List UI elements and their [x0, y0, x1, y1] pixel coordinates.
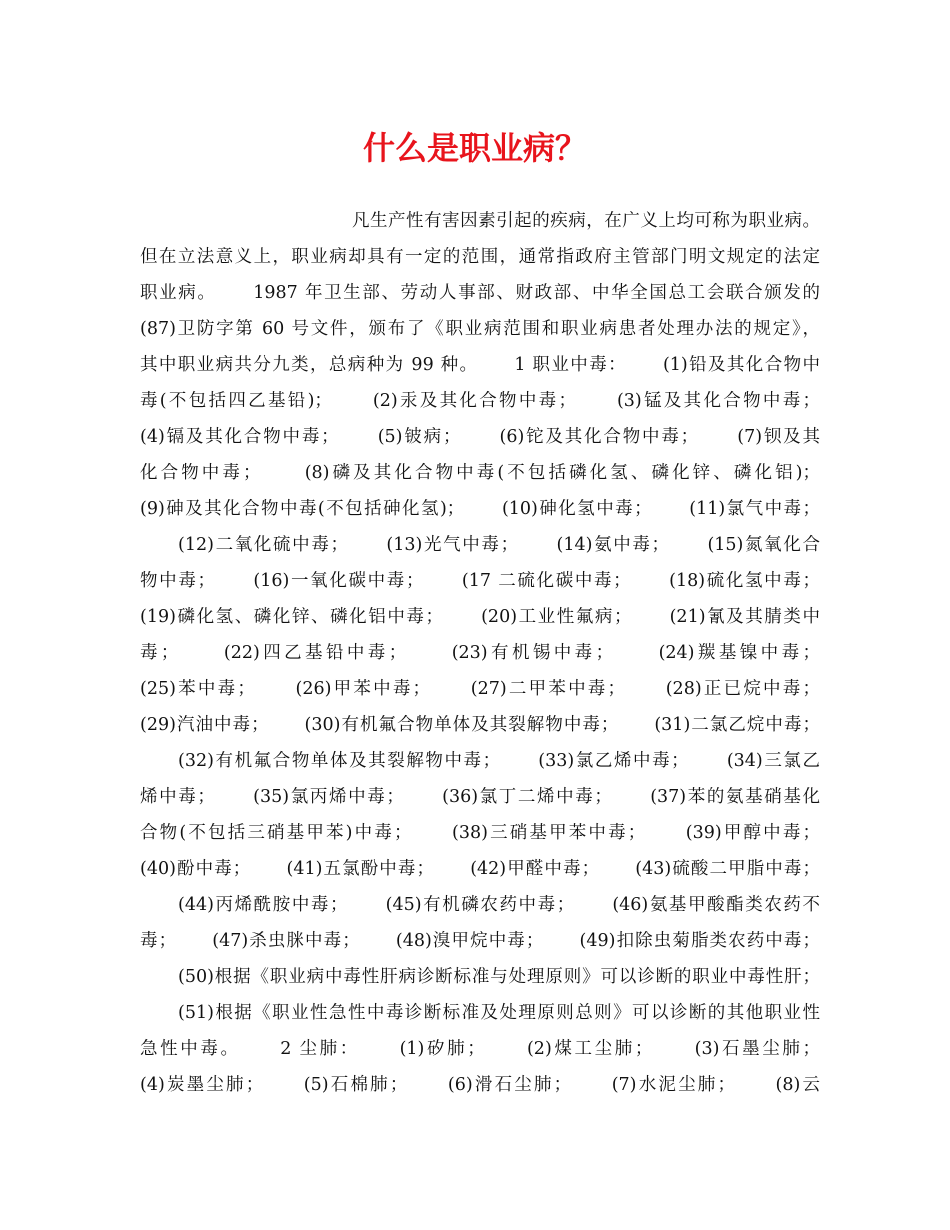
body-line: (29)汽油中毒； (30)有机氟合物单体及其裂解物中毒； (31)二氯乙烷中毒；: [140, 715, 820, 735]
body-line: 职业病。 1987 年卫生部、劳动人事部、财政部、中华全国总工会联合颁发的: [140, 283, 820, 303]
body-line: 但在立法意义上，职业病却具有一定的范围，通常指政府主管部门明文规定的法定: [140, 247, 820, 267]
body-line: (51)根据《职业性急性中毒诊断标准及处理原则总则》可以诊断的其他职业性: [178, 1003, 820, 1023]
body-line: 其中职业病共分九类，总病种为 99 种。 1 职业中毒： (1)铅及其化合物中: [140, 355, 820, 375]
body-line: 凡生产性有害因素引起的疾病，在广义上均可称为职业病。: [352, 211, 820, 231]
body-line: 物中毒； (16)一氧化碳中毒； (17 二硫化碳中毒； (18)硫化氢中毒；: [140, 571, 820, 591]
body-line: (44)丙烯酰胺中毒； (45)有机磷农药中毒； (46)氨基甲酸酯类农药不: [178, 895, 820, 915]
body-line: (50)根据《职业病中毒性肝病诊断标准与处理原则》可以诊断的职业中毒性肝；: [178, 967, 820, 987]
body-line: 毒； (47)杀虫脒中毒； (48)溴甲烷中毒； (49)扣除虫菊脂类农药中毒；: [140, 931, 820, 951]
body-line: (4)炭墨尘肺； (5)石棉肺； (6)滑石尘肺； (7)水泥尘肺； (8)云: [140, 1075, 820, 1095]
body-line: (32)有机氟合物单体及其裂解物中毒； (33)氯乙烯中毒； (34)三氯乙: [178, 751, 820, 771]
document-body: [140, 203, 820, 1103]
body-line: (40)酚中毒； (41)五氯酚中毒； (42)甲醛中毒； (43)硫酸二甲脂中毒；: [140, 859, 820, 879]
body-line: 合物(不包括三硝基甲苯)中毒； (38)三硝基甲苯中毒； (39)甲醇中毒；: [140, 823, 820, 843]
body-line: (19)磷化氢、磷化锌、磷化铝中毒； (20)工业性氟病； (21)氰及其腈类中: [140, 607, 820, 627]
body-line: 毒； (22)四乙基铅中毒； (23)有机锡中毒； (24)羰基镍中毒；: [140, 643, 820, 663]
body-line: (25)苯中毒； (26)甲苯中毒； (27)二甲苯中毒； (28)正已烷中毒；: [140, 679, 820, 699]
body-line: (87)卫防字第 60 号文件，颁布了《职业病范围和职业病患者处理办法的规定》，: [140, 319, 820, 339]
body-line: 烯中毒； (35)氯丙烯中毒； (36)氯丁二烯中毒； (37)苯的氨基硝基化: [140, 787, 820, 807]
body-line: 化合物中毒； (8)磷及其化合物中毒(不包括磷化氢、磷化锌、磷化铝)；: [140, 463, 820, 483]
document-title: 什么是职业病？: [362, 129, 587, 167]
body-line: 毒(不包括四乙基铅)； (2)汞及其化合物中毒； (3)锰及其化合物中毒；: [140, 391, 820, 411]
body-line: 急性中毒。 2 尘肺： (1)矽肺； (2)煤工尘肺； (3)石墨尘肺；: [140, 1039, 820, 1059]
body-line: (12)二氧化硫中毒； (13)光气中毒； (14)氨中毒； (15)氮氧化合: [178, 535, 820, 555]
body-line: (9)砷及其化合物中毒(不包括砷化氢)； (10)砷化氢中毒； (11)氯气中毒；: [140, 499, 820, 519]
body-line: (4)镉及其化合物中毒； (5)铍病； (6)铊及其化合物中毒； (7)钡及其: [140, 427, 820, 447]
